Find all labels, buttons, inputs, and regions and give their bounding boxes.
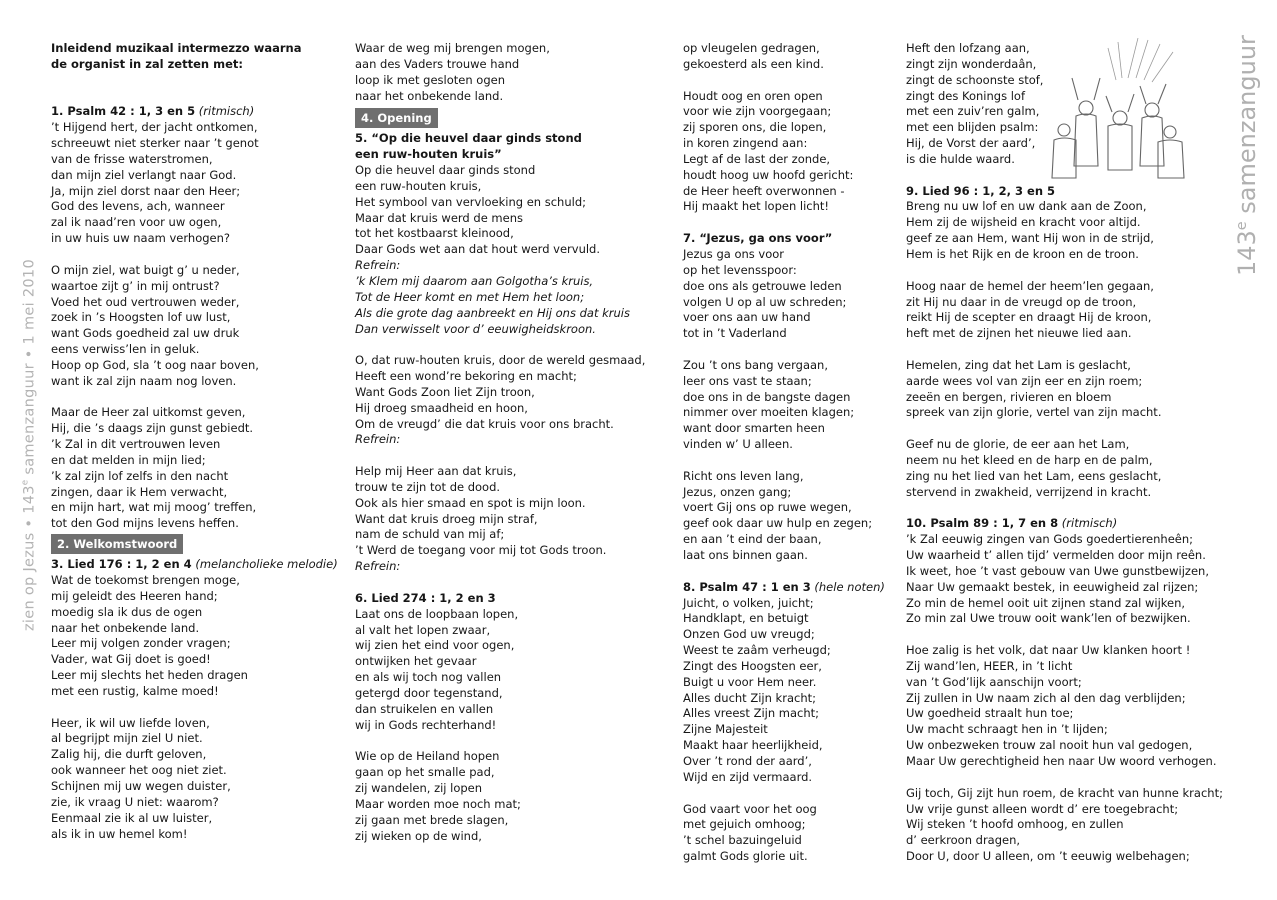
verse-line: Laat ons de loopbaan lopen, <box>355 606 519 621</box>
verse-line: Zo min de hemel ooit uit zijnen stand zal wijken, <box>906 595 1186 610</box>
verse-line: Jezus ga ons voor <box>683 246 785 261</box>
verse-line: aarde wees vol van zijn eer en zijn roem; <box>906 373 1143 388</box>
verse <box>355 749 655 844</box>
song-heading: 5. “Op die heuvel daar ginds stond <box>355 131 582 146</box>
verse-line: laat ons binnen gaan. <box>683 548 808 562</box>
verse-line: zij gaan met brede slagen, <box>355 812 509 827</box>
verse-line: wij in Gods rechterhand! <box>355 717 497 732</box>
verse-line: zingen, daar ik Hem verwacht, <box>51 484 228 499</box>
verse-line: waartoe zijt g’ in mij ontrust? <box>51 278 220 293</box>
verse-line: zij sporen ons, die lopen, <box>683 120 827 135</box>
verse <box>51 263 341 390</box>
verse-line: Onzen God uw vreugd; <box>683 627 815 642</box>
verse-line: Houdt oog en oren open <box>683 88 823 103</box>
verse-line: Hij droeg smaadheid en hoon, <box>355 400 528 415</box>
verse-line: Uw vrije gunst alleen wordt d’ ere toegebracht; <box>906 801 1179 816</box>
verse-line: God des levens, ach, wanneer <box>51 199 225 214</box>
verse-line: Maar worden moe noch mat; <box>355 796 521 811</box>
verse-line: Richt ons leven lang, <box>683 468 804 483</box>
verse-line: zeeën en bergen, rivieren en bloem <box>906 389 1112 404</box>
verse-line: voert Gij ons op ruwe wegen, <box>683 500 852 515</box>
verse-line: Ook als hier smaad en spot is mijn loon. <box>355 495 586 510</box>
verse <box>906 437 1251 500</box>
verse-line: voor wie zijn voorgegaan; <box>683 104 832 119</box>
verse-line: loop ik met gesloten ogen <box>355 72 505 87</box>
verse-line: Alles ducht Zijn kracht; <box>683 690 816 705</box>
verse-line: zit Hij nu daar in de vreugd op de troon, <box>906 294 1137 309</box>
verse-line: Hem zij de wijsheid en kracht voor altijd. <box>906 215 1141 230</box>
verse-line: Hemelen, zing dat het Lam is geslacht, <box>906 357 1131 372</box>
verse-line: voer ons aan uw hand <box>683 310 811 325</box>
verse-line: zij wieken op de wind, <box>355 828 482 843</box>
column-1 <box>51 41 341 842</box>
verse-line: met een zuiv’ren galm, <box>906 104 1040 119</box>
verse-line: zing nu het lied van het Lam, eens geslacht, <box>906 468 1162 483</box>
verse-line: Wat de toekomst brengen moge, <box>51 573 240 587</box>
verse-line: Zou ’t ons bang vergaan, <box>683 357 828 372</box>
verse-line: God vaart voor het oog <box>683 801 817 816</box>
verse-line: Heft den lofzang aan, <box>906 41 1030 55</box>
verse-line: d’ eerkroon dragen, <box>906 833 1021 848</box>
side-caption-left: zien op Jezus • 143e samenzanguur • 1 mei 2010 <box>20 259 38 632</box>
song-heading: 9. Lied 96 : 1, 2, 3 en 5 <box>906 183 1056 198</box>
song-heading: een ruw-houten kruis” <box>355 147 502 162</box>
refrain-label: Refrein: <box>355 258 401 273</box>
intro-line: de organist in zal zetten met: <box>51 56 243 71</box>
verse-line: geef ze aan Hem, want Hij won in de strijd, <box>906 231 1154 246</box>
verse-line: mij geleidt des Heeren hand; <box>51 588 218 603</box>
verse-line: ’t Werd de toegang voor mij tot Gods troon. <box>355 543 607 558</box>
verse-line: Zo min zal Uwe trouw ooit wank’len of bezwijken. <box>906 611 1191 626</box>
verse-line: Voed het oud vertrouwen weder, <box>51 294 240 309</box>
verse-line: en mijn hart, wat mij moog’ treffen, <box>51 500 257 515</box>
verse-line: Maar de Heer zal uitkomst geven, <box>51 405 246 420</box>
verse <box>906 279 1251 342</box>
verse-line: Help mij Heer aan dat kruis, <box>355 464 517 479</box>
verse-line: met een blijden psalm: <box>906 120 1039 135</box>
column-3 <box>683 41 883 865</box>
verse-line: ontwijken het gevaar <box>355 654 477 669</box>
verse-line: Naar Uw gemaakt bestek, in eeuwigheid zal rijzen; <box>906 579 1199 594</box>
verse-line: Door U, door U alleen, om ’t eeuwig welbehagen; <box>906 849 1190 864</box>
verse-line: O mijn ziel, wat buigt g’ u neder, <box>51 262 240 277</box>
verse-line: als ik in uw hemel kom! <box>51 826 188 841</box>
verse-line: zal ik naad’ren voor uw ogen, <box>51 215 222 230</box>
verse <box>683 469 883 564</box>
verse-line: nam de schuld van mij af; <box>355 527 505 542</box>
verse-line: van de frisse waterstromen, <box>51 151 213 166</box>
verse-line: Vader, wat Gij doet is goed! <box>51 652 211 667</box>
verse-line: gaan op het smalle pad, <box>355 765 495 780</box>
side-caption-right: 143e samenzanguur <box>1233 35 1261 276</box>
verse-line: Zalig hij, die durft geloven, <box>51 747 207 762</box>
verse-line: Wie op de Heiland hopen <box>355 749 500 764</box>
verse-line: reikt Hij de scepter en draagt Hij de kroon, <box>906 310 1152 325</box>
verse-line: Daar Gods wet aan dat hout werd vervuld. <box>355 242 601 257</box>
verse-line: spreek van zijn glorie, vertel van zijn macht. <box>906 405 1162 420</box>
verse-line: ’k zal zijn lof zelfs in den nacht <box>51 468 229 483</box>
verse <box>51 716 341 843</box>
verse-line: Waar de weg mij brengen mogen, <box>355 41 550 55</box>
intro-line: Inleidend muzikaal intermezzo waarna <box>51 41 302 55</box>
verse <box>51 120 341 247</box>
verse-line: Zij wand’len, HEER, in ’t licht <box>906 658 1073 673</box>
section-header: 4. Opening <box>355 108 438 128</box>
verse-line: getergd door tegenstand, <box>355 685 503 700</box>
verse-line: Hoog naar de hemel der heem’len gegaan, <box>906 278 1154 293</box>
verse-line: zingt de schoonste stof, <box>906 72 1044 87</box>
verse-line: en aan ’t eind der baan, <box>683 532 822 547</box>
verse-line: want Gods goedheid zal uw druk <box>51 326 240 341</box>
refrain-label: Refrein: <box>355 559 401 574</box>
verse-line: volgen U op al uw schreden; <box>683 294 847 309</box>
verse-line: eens verwiss’len in geluk. <box>51 342 200 357</box>
verse-line: Ik weet, hoe ’t vast gebouw van Uwe gunstbewijzen, <box>906 563 1209 578</box>
verse-line: Jezus, onzen gang; <box>683 484 792 499</box>
verse-line: Schijnen mij uw wegen duister, <box>51 778 231 793</box>
verse-line: is die hulde waard. <box>906 151 1015 166</box>
verse <box>683 247 883 342</box>
verse <box>906 643 1251 770</box>
verse-line: Hoe zalig is het volk, dat naar Uw klanken hoort ! <box>906 643 1191 658</box>
verse-line: Heer, ik wil uw liefde loven, <box>51 715 210 730</box>
verse-line: tot in ’t Vaderland <box>683 326 787 341</box>
verse-line: geef ook daar uw hulp en zegen; <box>683 516 873 531</box>
verse-line: al begrijpt mijn ziel U niet. <box>51 731 203 746</box>
verse-line: Dan verwisselt voor d’ eeuwigheidskroon. <box>355 321 596 336</box>
verse-line: Uw onbezweken trouw zal nooit hun val gedogen, <box>906 738 1193 753</box>
verse-line: Heeft een wond’re bekoring en macht; <box>355 369 577 384</box>
verse <box>355 607 655 734</box>
song-heading: 10. Psalm 89 : 1, 7 en 8 (ritmisch) <box>906 516 1118 531</box>
verse-line: heft met de zijnen het nieuwe lied aan. <box>906 326 1132 341</box>
song-heading: 1. Psalm 42 : 1, 3 en 5 (ritmisch) <box>51 104 255 119</box>
verse-line: zoek in ’s Hoogsten lof uw lust, <box>51 310 231 325</box>
verse <box>683 802 883 865</box>
verse-line: Alles vreest Zijn macht; <box>683 706 820 721</box>
verse-line: Tot de Heer komt en met Hem het loon; <box>355 289 585 304</box>
verse-line: Hij, de Vorst der aard’, <box>906 136 1036 151</box>
song-heading: 8. Psalm 47 : 1 en 3 (hele noten) <box>683 579 885 594</box>
verse <box>51 405 341 532</box>
verse <box>906 532 1251 627</box>
verse-line: Ja, mijn ziel dorst naar den Heer; <box>51 183 241 198</box>
verse-line: leer ons vast te staan; <box>683 373 812 388</box>
verse-line: Maakt haar heerlijkheid, <box>683 738 823 753</box>
verse-line: Als die grote dag aanbreekt en Hij ons dat kruis <box>355 305 630 320</box>
verse <box>355 163 655 258</box>
verse-line: naar het onbekende land. <box>355 88 504 103</box>
verse-line: Hoop op God, sla ’t oog naar boven, <box>51 357 259 372</box>
verse-line: Buigt u voor Hem neer. <box>683 674 817 689</box>
verse-line: Uw waarheid t’ allen tijd’ vermelden door mijn reên. <box>906 548 1206 562</box>
verse-line: want door smarten heen <box>683 421 825 436</box>
verse-line: gekoesterd als een kind. <box>683 56 824 71</box>
verse-line: aan des Vaders trouwe hand <box>355 56 520 71</box>
verse-line: Legt af de last der zonde, <box>683 151 831 166</box>
verse-line: Wij steken ’t hoofd omhoog, en zullen <box>906 817 1124 832</box>
verse <box>355 41 655 104</box>
verse-line: en dat melden in mijn lied; <box>51 452 206 467</box>
verse-line: Breng nu uw lof en uw dank aan de Zoon, <box>906 199 1147 214</box>
verse-line: in koren zingend aan: <box>683 136 808 151</box>
verse-line: ’k Zal in dit vertrouwen leven <box>51 437 221 452</box>
verse-line: tot den God mijns levens heffen. <box>51 516 239 531</box>
verse-line: moedig sla ik dus de ogen <box>51 604 203 619</box>
verse-line: want ik zal zijn naam nog loven. <box>51 373 237 388</box>
verse-line: Leer mij volgen zonder vragen; <box>51 636 231 651</box>
song-heading: 6. Lied 274 : 1, 2 en 3 <box>355 590 496 605</box>
verse-line: ook wanneer het oog niet ziet. <box>51 763 227 778</box>
verse-line: nimmer over moeiten klagen; <box>683 405 855 420</box>
verse-line: met een rustig, kalme moed! <box>51 683 219 698</box>
verse-line: van ’t God’lijk aanschijn voort; <box>906 674 1082 689</box>
verse <box>51 573 341 700</box>
verse-line: zingt des Konings lof <box>906 88 1026 103</box>
verse-line: Hem is het Rijk en de kroon en de troon. <box>906 246 1139 261</box>
verse-line: Gij toch, Gij zijt hun roem, de kracht van hunne kracht; <box>906 785 1223 800</box>
verse-line: ’t schel bazuingeluid <box>683 833 802 848</box>
verse-line: Op die heuvel daar ginds stond <box>355 163 536 178</box>
verse-line: Leer mij slechts het heden dragen <box>51 668 248 683</box>
verse-line: galmt Gods glorie uit. <box>683 849 808 864</box>
verse <box>683 89 883 216</box>
verse-line: Uw macht schraagt hen in ’t lijden; <box>906 722 1108 737</box>
verse <box>683 596 883 786</box>
verse <box>683 358 883 453</box>
verse <box>906 41 1251 168</box>
verse-line: dan struikelen en vallen <box>355 701 494 716</box>
verse <box>683 41 883 73</box>
verse-line: doe ons in de bangste dagen <box>683 389 851 404</box>
verse-line: ’k Zal eeuwig zingen van Gods goedertierenheên; <box>906 532 1194 547</box>
verse-line: al valt het lopen zwaar, <box>355 622 491 637</box>
verse-line: Zingt des Hoogsten eer, <box>683 658 822 673</box>
verse-line: Het symbool van vervloeking en schuld; <box>355 194 587 209</box>
verse <box>906 199 1251 262</box>
verse-line: Eenmaal zie ik al uw luister, <box>51 810 213 825</box>
verse-line: houdt hoog uw hoofd gericht: <box>683 167 854 182</box>
verse-line: zingt zijn wonderdaân, <box>906 56 1037 71</box>
verse-line: Om de vreugd’ die dat kruis voor ons bracht. <box>355 416 614 431</box>
verse-line: zij wandelen, zij lopen <box>355 780 483 795</box>
verse <box>355 353 655 432</box>
column-4 <box>906 41 1251 865</box>
verse <box>355 464 655 559</box>
verse-line: en als wij toch nog vallen <box>355 670 502 685</box>
verse <box>906 358 1251 421</box>
verse-line: O, dat ruw-houten kruis, door de wereld gesmaad, <box>355 353 646 368</box>
verse-line: Maar dat kruis werd de mens <box>355 210 523 225</box>
verse-line: Uw goedheid straalt hun toe; <box>906 706 1074 721</box>
song-heading: 7. “Jezus, ga ons voor” <box>683 231 833 246</box>
verse-line: ’k Klem mij daarom aan Golgotha’s kruis, <box>355 273 594 288</box>
verse-line: Hij, die ’s daags zijn gunst gebiedt. <box>51 421 254 436</box>
song-heading: 3. Lied 176 : 1, 2 en 4 (melancholieke melodie) <box>51 557 338 572</box>
verse-line: een ruw-houten kruis, <box>355 178 482 193</box>
verse-line: in uw huis uw naam verhogen? <box>51 231 230 246</box>
section-header: 2. Welkomstwoord <box>51 534 183 554</box>
refrain-label: Refrein: <box>355 432 401 447</box>
verse-line: Maar Uw gerechtigheid hen naar Uw woord verhogen. <box>906 753 1217 768</box>
verse-line: Geef nu de glorie, de eer aan het Lam, <box>906 437 1130 452</box>
verse-line: op vleugelen gedragen, <box>683 41 820 55</box>
verse-line: Zijne Majesteit <box>683 722 768 737</box>
column-2 <box>355 41 655 844</box>
verse-line: wij zien het eind voor ogen, <box>355 638 515 653</box>
verse-line: schreeuwt niet sterker naar ’t genot <box>51 136 259 151</box>
verse-line: tot het kostbaarst kleinood, <box>355 226 514 241</box>
verse-line: neem nu het kleed en de harp en de palm, <box>906 452 1153 467</box>
verse-line: Zij zullen in Uw naam zich al den dag verblijden; <box>906 690 1186 705</box>
verse-line: Over ’t rond der aard’, <box>683 753 812 768</box>
verse-line: stervend in zwakheid, verrijzend in kracht. <box>906 484 1152 499</box>
verse-line: dan mijn ziel verlangt naar God. <box>51 167 237 182</box>
verse-line: naar het onbekende land. <box>51 620 200 635</box>
verse-line: ’t Hijgend hert, der jacht ontkomen, <box>51 120 258 135</box>
verse-line: de Heer heeft overwonnen - <box>683 183 845 198</box>
verse-line: Want Gods Zoon liet Zijn troon, <box>355 384 535 399</box>
verse <box>906 786 1251 865</box>
verse-line: trouw te zijn tot de dood. <box>355 479 501 494</box>
verse-line: Juicht, o volken, juicht; <box>683 595 814 610</box>
verse-line: zie, ik vraag U niet: waarom? <box>51 794 219 809</box>
verse-line: met gejuich omhoog; <box>683 817 806 832</box>
refrain <box>355 274 655 337</box>
verse-line: Handklapt, en betuigt <box>683 611 809 626</box>
verse-line: Want dat kruis droeg mijn straf, <box>355 511 538 526</box>
verse-line: Weest te zaâm verheugd; <box>683 643 831 658</box>
verse-line: vinden w’ U alleen. <box>683 437 793 452</box>
verse-line: Hij maakt het lopen licht! <box>683 199 830 214</box>
verse-line: op het levensspoor: <box>683 262 797 277</box>
verse-line: doe ons als getrouwe leden <box>683 278 842 293</box>
verse-line: Wijd en zijd vermaard. <box>683 769 813 784</box>
